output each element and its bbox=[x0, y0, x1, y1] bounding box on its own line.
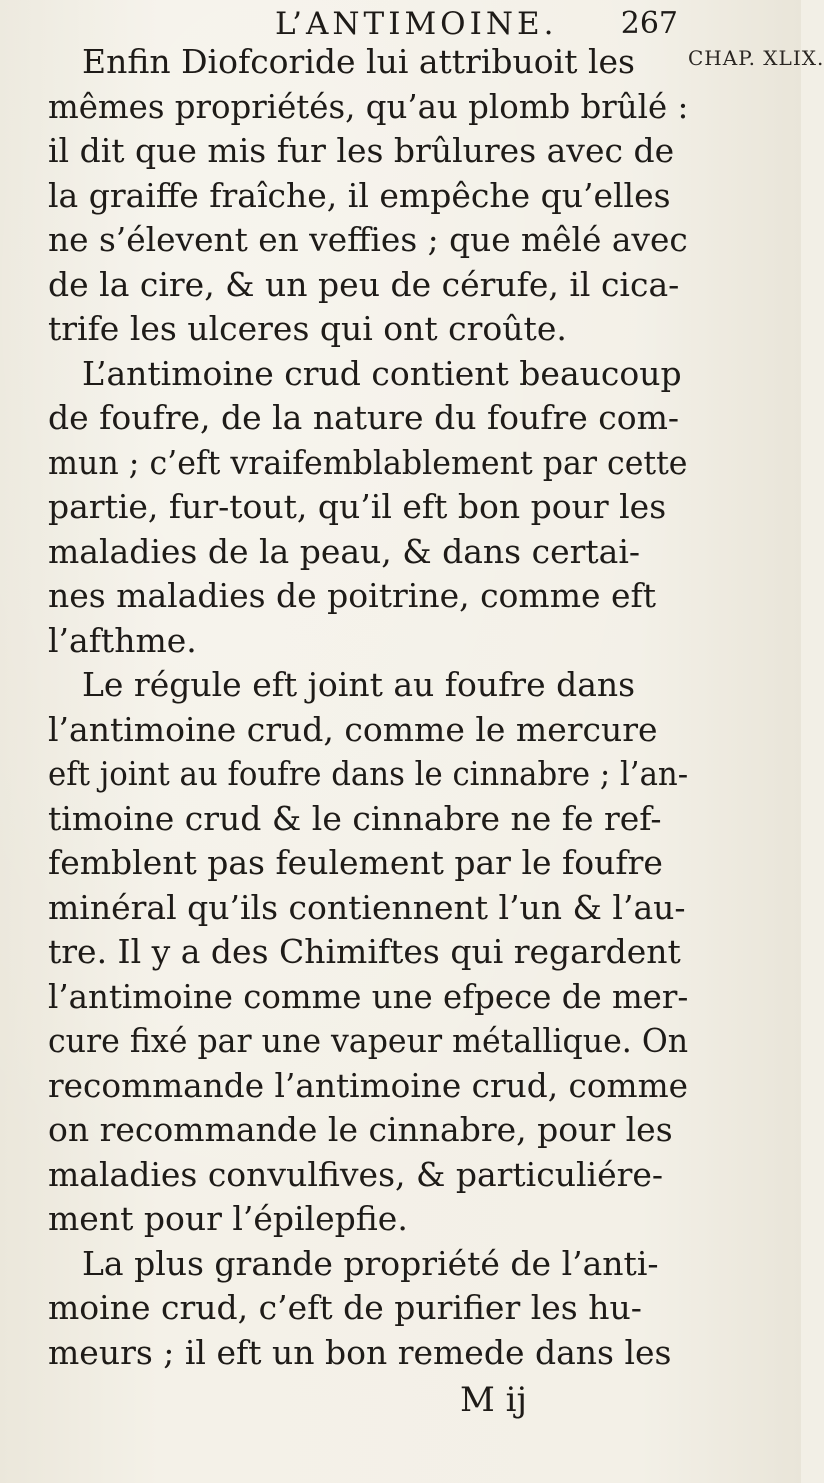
text-line: partie, fur-tout, qu’il eft bon pour les bbox=[48, 487, 667, 526]
text-line: tre. Il y a des Chimiftes qui regardent bbox=[48, 932, 681, 971]
text-line: mêmes propriétés, qu’au plomb brûlé : bbox=[48, 86, 689, 126]
page-number: 267 bbox=[620, 6, 678, 41]
text-line: La plus grande propriété de l’anti- bbox=[82, 1243, 659, 1283]
text-line: Le régule eft joint au foufre dans bbox=[82, 665, 636, 704]
text-line: Enfin Diofcoride lui attribuoit les bbox=[82, 42, 635, 81]
text-line: ment pour l’épilepfie. bbox=[48, 1199, 408, 1238]
text-line: maladies de la peau, & dans certai- bbox=[48, 531, 641, 571]
text-line: ne s’élevent en veffies ; que mêlé avec bbox=[48, 220, 688, 259]
text-line: trife les ulceres qui ont croûte. bbox=[48, 309, 567, 348]
text-line: l’antimoine comme une efpece de mer- bbox=[48, 976, 689, 1016]
text-line: nes maladies de poitrine, comme eft bbox=[48, 576, 657, 615]
text-line: de foufre, de la nature du foufre com- bbox=[48, 398, 680, 437]
text-line: maladies convulfives, & particuliére- bbox=[48, 1154, 664, 1194]
text-line: la graiffe fraîche, il empêche qu’elles bbox=[48, 175, 671, 215]
text-line: de la cire, & un peu de cérufe, il cica- bbox=[48, 264, 680, 304]
text-line: femblent pas feulement par le foufre bbox=[48, 843, 663, 882]
signature-mark: M ij bbox=[460, 1380, 528, 1420]
text-line: recommande l’antimoine crud, comme bbox=[48, 1065, 689, 1105]
text-line: eft joint au foufre dans le cinnabre ; l’an- bbox=[48, 754, 689, 793]
text-line: moine crud, c’eft de purifier les hu- bbox=[48, 1288, 642, 1327]
text-line: L’antimoine crud contient beaucoup bbox=[82, 353, 682, 393]
text-line: l’afthme. bbox=[48, 620, 197, 660]
text-line: timoine crud & le cinnabre ne fe ref- bbox=[48, 798, 662, 838]
text-line: minéral qu’ils contiennent l’un & l’au- bbox=[48, 887, 686, 927]
text-line: il dit que mis fur les brûlures avec de bbox=[48, 131, 675, 170]
body-text bbox=[48, 40, 688, 1375]
text-line: cure fixé par une vapeur métallique. On bbox=[48, 1021, 689, 1060]
text-line: meurs ; il eft un bon remede dans les bbox=[48, 1332, 672, 1372]
running-head-title: L’ANTIMOINE. bbox=[275, 6, 558, 42]
text-line: on recommande le cinnabre, pour les bbox=[48, 1110, 673, 1149]
text-line: l’antimoine crud, comme le mercure bbox=[48, 709, 658, 749]
text-line: mun ; c’eft vraifemblablement par cette bbox=[48, 442, 688, 482]
margin-chapter-note: CHAP. XLIX. bbox=[688, 46, 824, 70]
